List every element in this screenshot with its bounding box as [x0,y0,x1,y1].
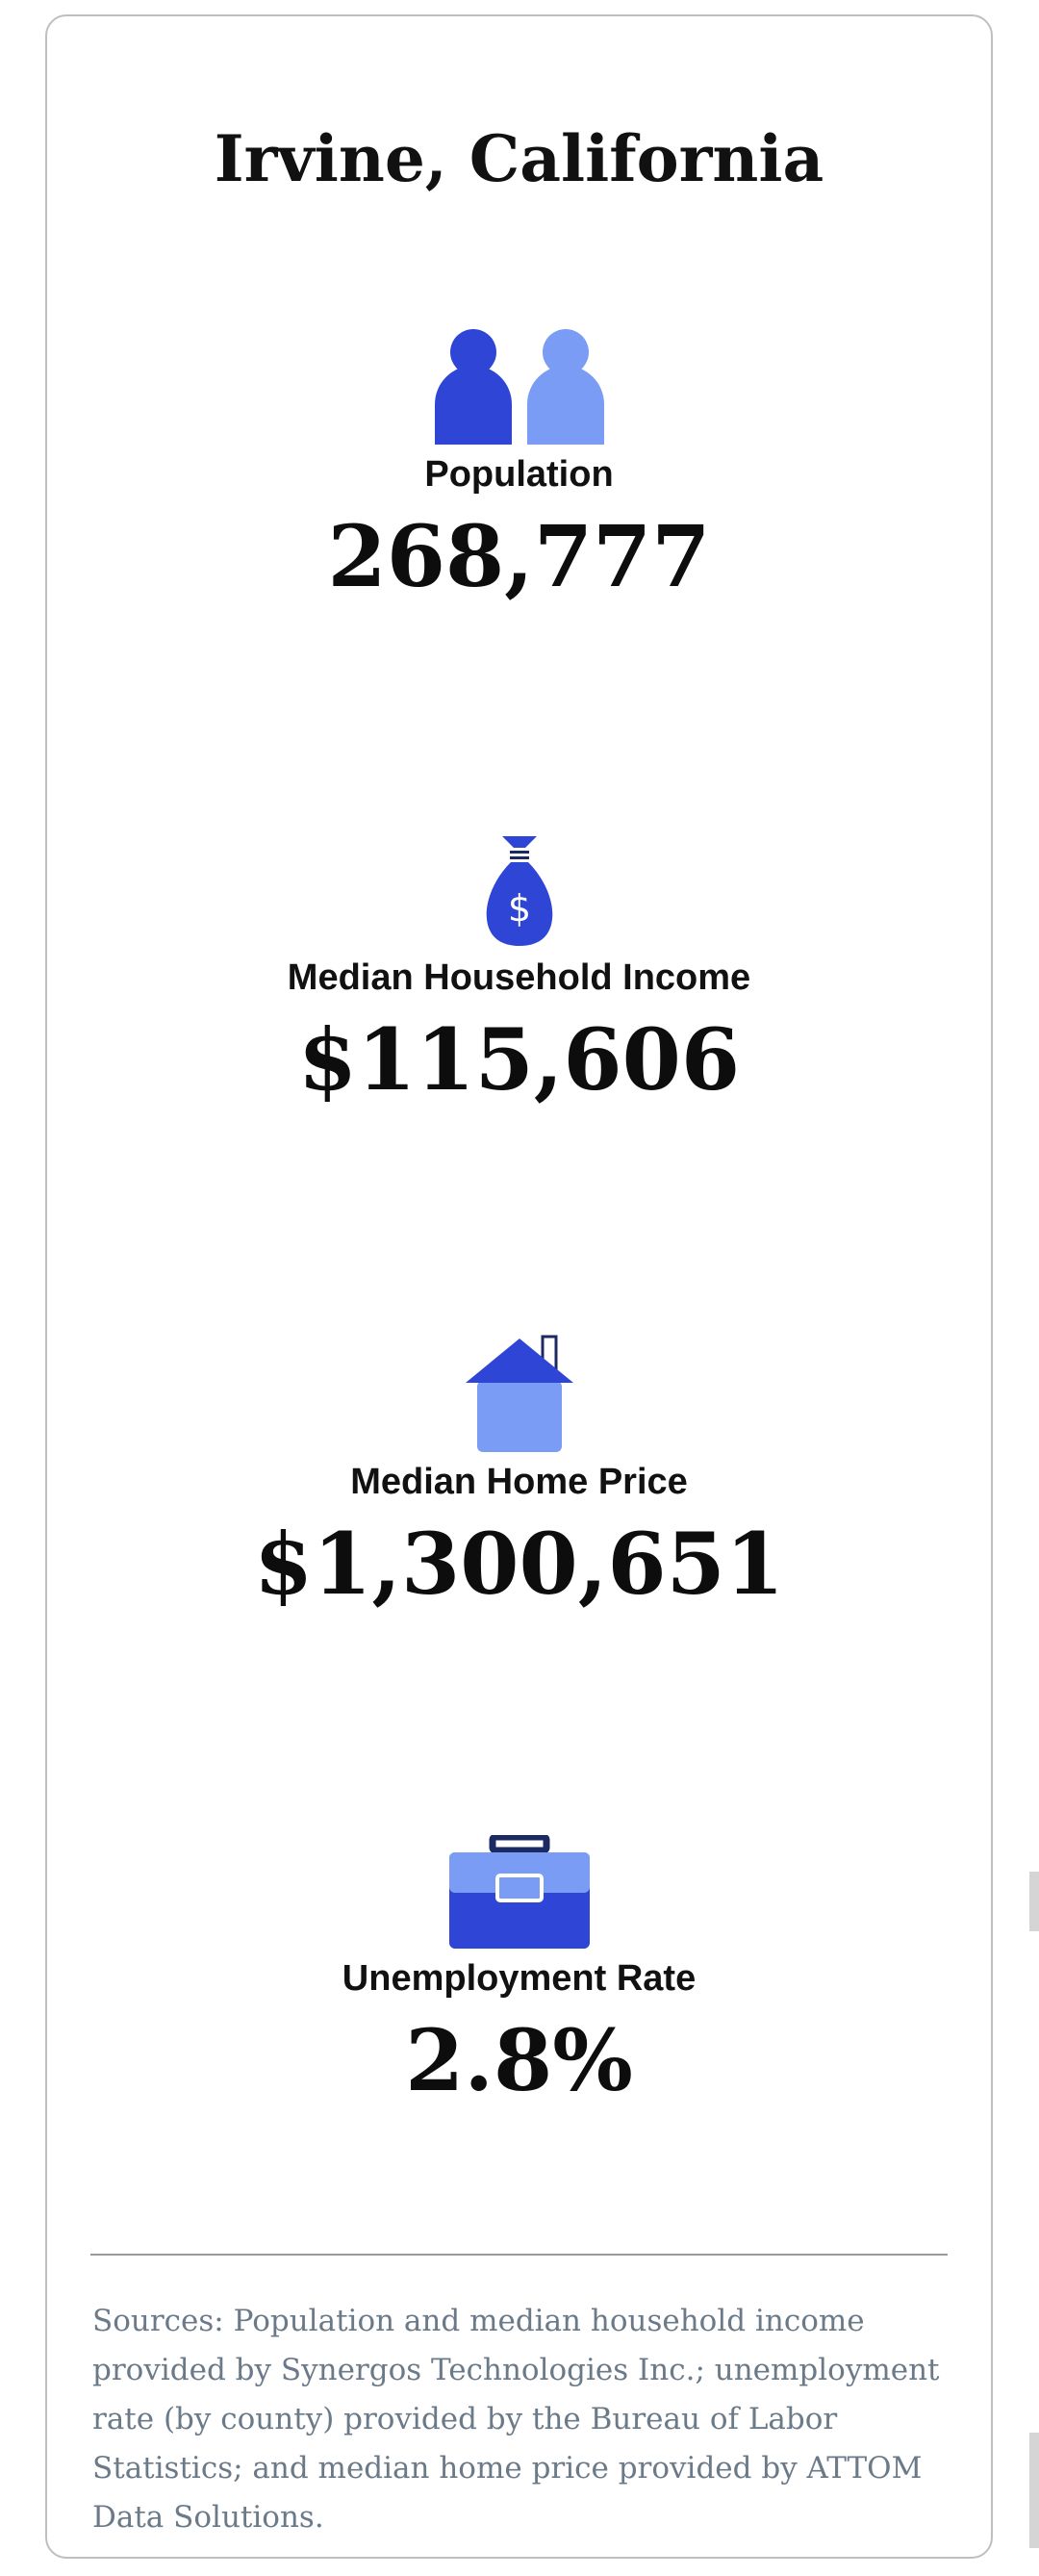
scrollbar-thumb[interactable] [1029,2433,1039,2548]
stat-label: Median Household Income [287,957,751,998]
stat-unemployment-rate [47,1835,991,2110]
briefcase-icon [449,1835,590,1949]
city-title: Irvine, California [214,121,824,196]
stat-median-household-income [47,834,991,1109]
stat-value: $1,300,651 [253,1514,785,1614]
svg-text:$: $ [507,887,531,930]
stat-label: Median Home Price [350,1462,688,1502]
divider [90,2254,948,2256]
stat-value: $115,606 [297,1009,741,1109]
money-bag-icon [485,834,554,948]
stat-median-home-price [47,1335,991,1614]
house-icon [466,1335,573,1452]
people-icon [434,329,605,445]
stat-label: Unemployment Rate [342,1958,697,1999]
stat-population [47,329,991,606]
stats-card [45,14,993,2559]
scrollbar-thumb[interactable] [1029,1872,1039,1931]
stat-value: 2.8% [405,2010,633,2110]
stat-value: 268,777 [327,506,711,606]
sources-note: Sources: Population and median household income provided by Synergos Technologies Inc.; unemployment rate (by county) provided by the Bureau of Labor Statistics; and median home price provided by ATTOM Data Solutions. [92,2304,940,2535]
stat-label: Population [424,454,614,495]
